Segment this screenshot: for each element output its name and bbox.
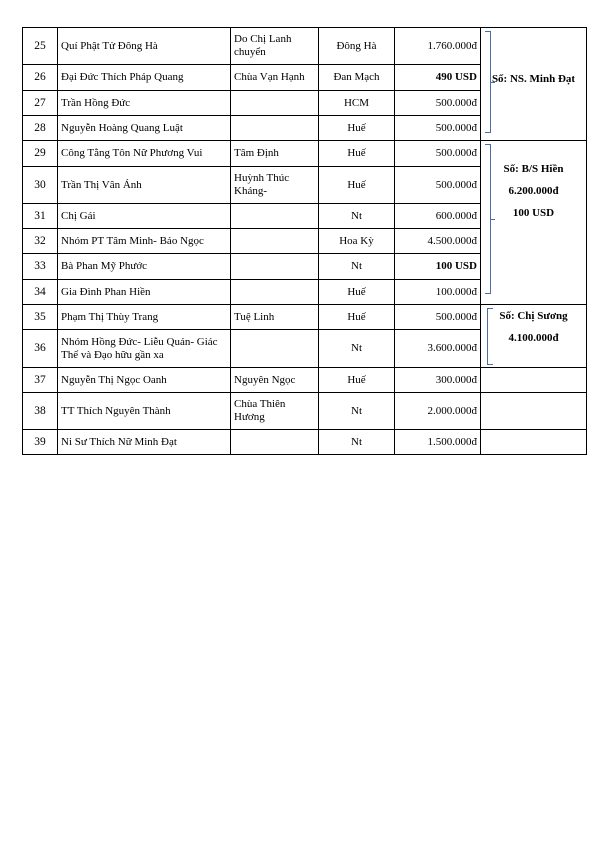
donor-via: Chùa Vạn Hạnh (231, 65, 319, 91)
donor-place: Đan Mạch (319, 65, 395, 91)
donor-via (231, 430, 319, 455)
donor-place: Nt (319, 430, 395, 455)
row-number: 37 (23, 368, 58, 393)
empty-cell (481, 430, 587, 455)
table-row (23, 393, 587, 430)
donation-amount: 500.000đ (395, 167, 481, 204)
row-number: 36 (23, 330, 58, 368)
donation-amount: 2.000.000đ (395, 393, 481, 430)
donor-via (231, 229, 319, 254)
table-row (23, 430, 587, 455)
donation-amount: 500.000đ (395, 91, 481, 116)
table-row (23, 28, 587, 65)
donation-amount: 500.000đ (395, 141, 481, 167)
group-note-minh-dat (481, 28, 587, 141)
donor-place: HCM (319, 91, 395, 116)
donor-place: Nt (319, 330, 395, 368)
row-number: 34 (23, 280, 58, 305)
group-note-bs-hien (481, 141, 587, 305)
donor-name: Nguyễn Hoàng Quang Luật (58, 116, 231, 141)
donor-place: Huế (319, 141, 395, 167)
donor-via (231, 280, 319, 305)
table-row (23, 141, 587, 167)
donor-via: Nguyên Ngọc (231, 368, 319, 393)
donor-place: Huế (319, 167, 395, 204)
row-number: 25 (23, 28, 58, 65)
donation-amount: 100.000đ (395, 280, 481, 305)
donor-place: Huế (319, 280, 395, 305)
donor-via (231, 330, 319, 368)
row-number: 26 (23, 65, 58, 91)
donor-name: Trần Hồng Đức (58, 91, 231, 116)
donation-amount: 1.760.000đ (395, 28, 481, 65)
donor-via: Tuệ Linh (231, 305, 319, 330)
donor-name: Nhóm PT Tâm Minh- Bảo Ngọc (58, 229, 231, 254)
donor-name: TT Thích Nguyên Thành (58, 393, 231, 430)
donor-via: Chùa Thiên Hương (231, 393, 319, 430)
donor-via (231, 91, 319, 116)
row-number: 35 (23, 305, 58, 330)
donation-amount: 500.000đ (395, 116, 481, 141)
row-number: 30 (23, 167, 58, 204)
donation-amount: 4.500.000đ (395, 229, 481, 254)
donor-place: Hoa Kỳ (319, 229, 395, 254)
group-label: Số: Chị Sương (499, 310, 568, 322)
donation-table (22, 27, 587, 455)
donor-place: Huế (319, 368, 395, 393)
donor-name: Ni Sư Thích Nữ Minh Đạt (58, 430, 231, 455)
donor-via: Tâm Định (231, 141, 319, 167)
donor-place: Nt (319, 254, 395, 280)
donation-amount: 500.000đ (395, 305, 481, 330)
table-row (23, 368, 587, 393)
donor-via: Huỳnh Thúc Kháng- (231, 167, 319, 204)
group-total-vnd: 4.100.000đ (508, 332, 559, 344)
group-total-vnd: 6.200.000đ (508, 185, 559, 197)
donor-place: Đông Hà (319, 28, 395, 65)
row-number: 38 (23, 393, 58, 430)
row-number: 33 (23, 254, 58, 280)
donation-amount: 490 USD (395, 65, 481, 91)
row-number: 27 (23, 91, 58, 116)
empty-cell (481, 368, 587, 393)
donor-via (231, 204, 319, 229)
group-label: Số: NS. Minh Đạt (491, 73, 576, 85)
donor-via (231, 254, 319, 280)
donor-place: Huế (319, 305, 395, 330)
row-number: 29 (23, 141, 58, 167)
group-note-chi-suong (481, 305, 587, 368)
donor-place: Huế (319, 116, 395, 141)
group-label: Số: B/S Hiền (503, 163, 564, 175)
donation-amount: 100 USD (395, 254, 481, 280)
donation-amount: 300.000đ (395, 368, 481, 393)
donation-amount: 3.600.000đ (395, 330, 481, 368)
row-number: 31 (23, 204, 58, 229)
donor-name: Trần Thị Vân Ánh (58, 167, 231, 204)
donation-amount: 1.500.000đ (395, 430, 481, 455)
donor-via (231, 116, 319, 141)
donor-name: Nguyễn Thị Ngọc Oanh (58, 368, 231, 393)
row-number: 39 (23, 430, 58, 455)
donor-place: Nt (319, 393, 395, 430)
donor-name: Công Tằng Tôn Nữ Phương Vui (58, 141, 231, 167)
row-number: 28 (23, 116, 58, 141)
row-number: 32 (23, 229, 58, 254)
donor-name: Nhóm Hồng Đức- Liễu Quán- Giác Thế và Đạo hữu gần xa (58, 330, 231, 368)
group-total-usd: 100 USD (512, 207, 555, 219)
donor-place: Nt (319, 204, 395, 229)
donation-amount: 600.000đ (395, 204, 481, 229)
donor-via: Do Chị Lanh chuyển (231, 28, 319, 65)
table-row (23, 305, 587, 330)
empty-cell (481, 393, 587, 430)
donor-name: Đại Đức Thích Pháp Quang (58, 65, 231, 91)
donor-name: Quí Phật Tử Đông Hà (58, 28, 231, 65)
donor-name: Gia Đình Phan Hiền (58, 280, 231, 305)
donor-name: Bà Phan Mỹ Phước (58, 254, 231, 280)
donor-name: Phạm Thị Thùy Trang (58, 305, 231, 330)
donor-name: Chị Gái (58, 204, 231, 229)
